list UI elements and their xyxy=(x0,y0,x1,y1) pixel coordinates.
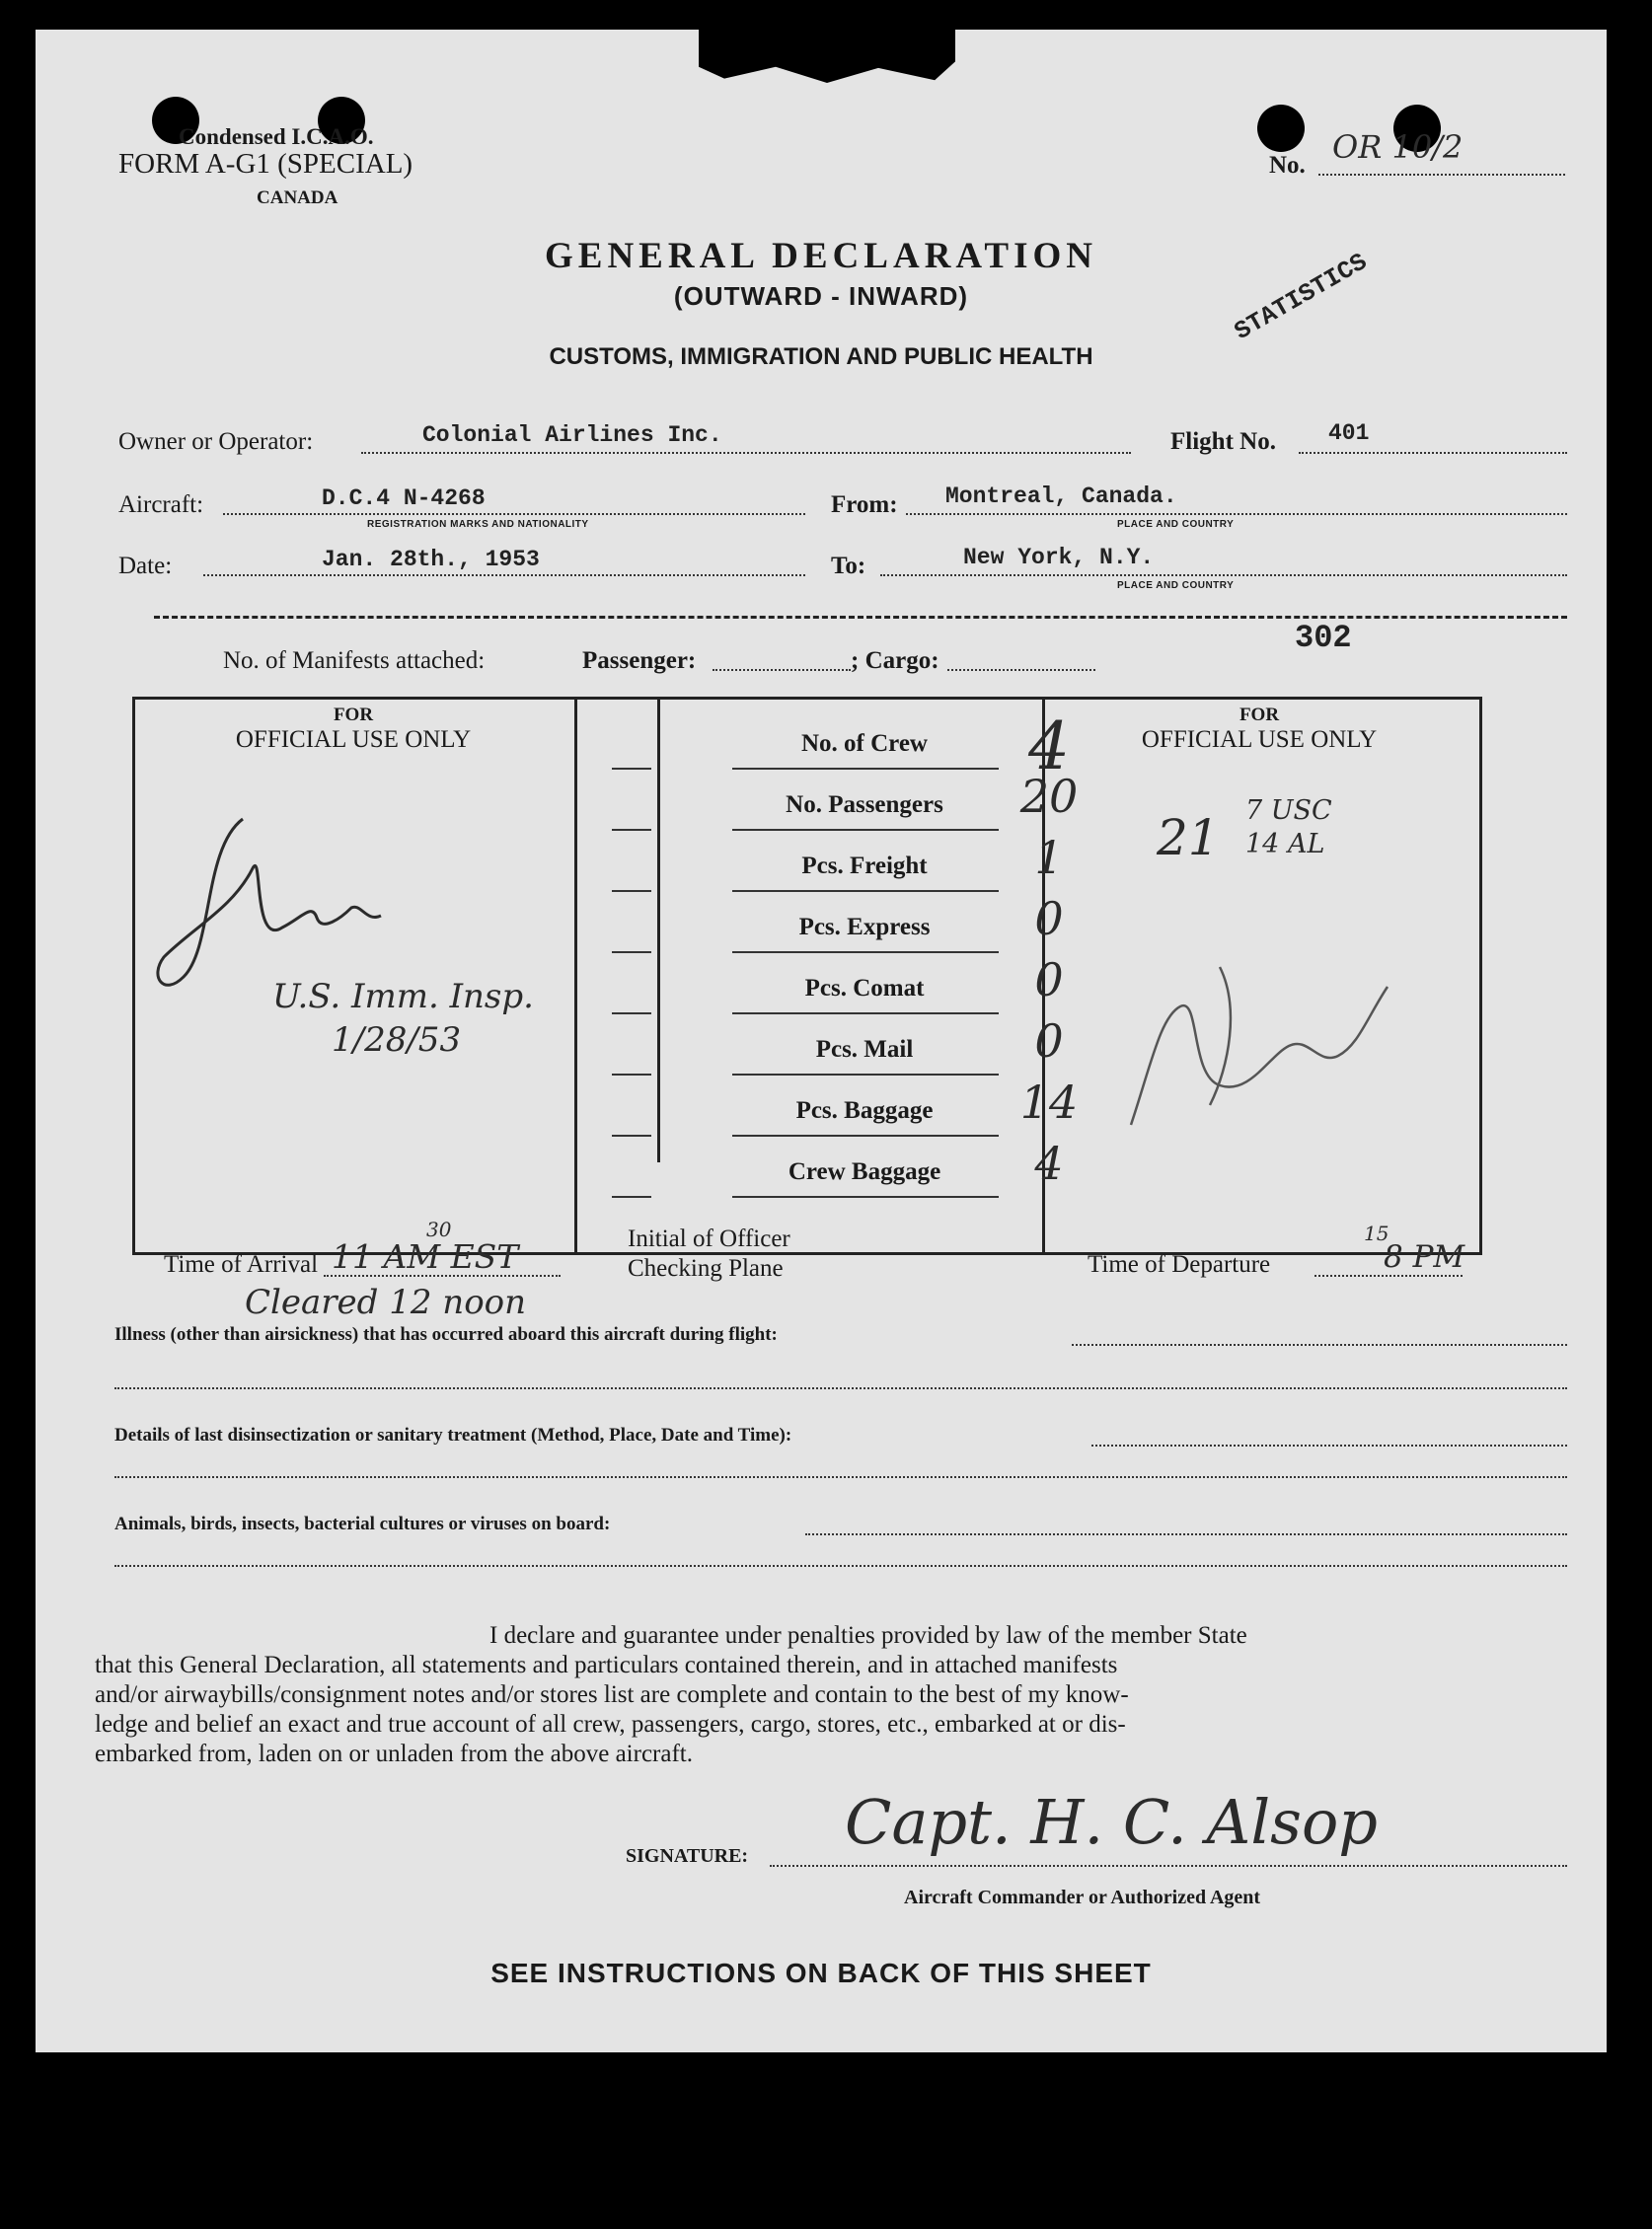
declaration-line5: embarked from, laden on or unladen from the above aircraft. xyxy=(95,1741,693,1767)
item-underline xyxy=(732,951,999,953)
to-line xyxy=(880,574,1567,576)
from-line xyxy=(906,513,1567,515)
date-line xyxy=(203,574,805,576)
passenger-count-note: 21 xyxy=(1157,809,1220,866)
date-value: Jan. 28th., 1953 xyxy=(322,547,540,572)
disinsect-line xyxy=(1091,1445,1567,1447)
form-header-line2: FORM A-G1 (SPECIAL) xyxy=(118,148,413,180)
manifests-label: No. of Manifests attached: xyxy=(223,647,486,674)
table-divider xyxy=(574,697,577,1252)
declaration-line4: ledge and belief an exact and true account of all crew, passengers, cargo, stores, etc., embarked at or dis- xyxy=(95,1711,1126,1738)
aircraft-label: Aircraft: xyxy=(118,491,204,518)
punch-hole xyxy=(1257,105,1305,152)
from-label: From: xyxy=(831,491,898,518)
item-value: 14 xyxy=(1019,1076,1079,1129)
from-value: Montreal, Canada. xyxy=(945,483,1177,509)
owner-label: Owner or Operator: xyxy=(118,428,314,455)
animals-line2 xyxy=(114,1565,1567,1567)
item-value: 0 xyxy=(1034,953,1064,1006)
inspector-note: U.S. Imm. Insp. xyxy=(272,977,534,1016)
declaration-line2: that this General Declaration, all statements and particulars contained therein, and in attached manifests xyxy=(95,1652,1118,1678)
signature-caption: Aircraft Commander or Authorized Agent xyxy=(904,1887,1261,1908)
item-underline xyxy=(732,1135,999,1137)
item-label: No. of Crew xyxy=(801,730,928,757)
illness-question: Illness (other than airsickness) that has occurred aboard this aircraft during flight: xyxy=(114,1324,778,1345)
declaration-line1: I declare and guarantee under penalties provided by law of the member State xyxy=(489,1622,1247,1649)
form-header-line3: CANADA xyxy=(257,187,338,208)
manifest-number: 302 xyxy=(1295,620,1352,656)
item-value: 0 xyxy=(1034,892,1064,945)
item-value: 20 xyxy=(1019,770,1079,823)
initial-box-line xyxy=(612,951,651,953)
item-underline xyxy=(732,1012,999,1014)
item-value: 4 xyxy=(1028,708,1070,784)
passenger-note-top: 7 USC xyxy=(1245,795,1332,826)
item-label: No. Passengers xyxy=(786,791,943,818)
flight-line xyxy=(1299,452,1567,454)
arrival-value: 11 AM EST xyxy=(332,1237,519,1276)
title-sub: (OUTWARD - INWARD) xyxy=(673,281,969,311)
initial-box-line xyxy=(612,829,651,831)
form-header-line1: Condensed I.C.A.O. xyxy=(179,124,374,149)
illness-line2 xyxy=(114,1387,1567,1389)
initial-box-line xyxy=(612,1196,651,1198)
separator xyxy=(154,616,1567,619)
cargo-manifest-label: ; Cargo: xyxy=(851,647,939,674)
left-official-heading2: OFFICIAL USE ONLY xyxy=(235,726,472,753)
to-label: To: xyxy=(831,553,866,579)
initial-box-line xyxy=(612,1074,651,1076)
arrival-label: Time of Arrival xyxy=(164,1251,319,1278)
item-label: Pcs. Baggage xyxy=(795,1097,934,1124)
aircraft-note: REGISTRATION MARKS AND NATIONALITY xyxy=(367,519,589,530)
owner-line xyxy=(361,452,1131,454)
initial-box-line xyxy=(612,1012,651,1014)
officer-label2: Checking Plane xyxy=(628,1255,784,1282)
inspector-date: 1/28/53 xyxy=(332,1020,462,1060)
item-underline xyxy=(732,1196,999,1198)
item-underline xyxy=(732,768,999,770)
item-label: Pcs. Comat xyxy=(804,975,925,1002)
passenger-manifest-label: Passenger: xyxy=(582,647,697,674)
initial-box-line xyxy=(612,1135,651,1137)
right-official-heading1: FOR xyxy=(1239,705,1280,725)
form-number-value: OR 10/2 xyxy=(1332,128,1464,166)
flight-value: 401 xyxy=(1328,420,1370,446)
item-label: Pcs. Freight xyxy=(801,853,928,879)
initial-box-line xyxy=(612,768,651,770)
cleared-note: Cleared 12 noon xyxy=(245,1283,527,1322)
form-number-label: No. xyxy=(1269,152,1306,179)
officer-label1: Initial of Officer xyxy=(628,1226,790,1252)
date-label: Date: xyxy=(118,553,173,579)
item-label: Pcs. Express xyxy=(798,914,931,940)
departure-value: 8 PM xyxy=(1384,1239,1465,1275)
footer-instructions: SEE INSTRUCTIONS ON BACK OF THIS SHEET xyxy=(490,1958,1152,1988)
aircraft-line xyxy=(223,513,805,515)
statistics-stamp: STATISTICS xyxy=(1230,247,1373,347)
item-value: 1 xyxy=(1034,831,1064,884)
item-label: Crew Baggage xyxy=(788,1158,941,1185)
to-note: PLACE AND COUNTRY xyxy=(1117,580,1235,591)
item-underline xyxy=(732,829,999,831)
departure-label: Time of Departure xyxy=(1088,1251,1271,1278)
owner-value: Colonial Airlines Inc. xyxy=(422,422,722,448)
form-number-line xyxy=(1318,174,1565,176)
table-divider xyxy=(657,697,660,1162)
right-official-heading2: OFFICIAL USE ONLY xyxy=(1141,726,1378,753)
illness-line xyxy=(1072,1344,1567,1346)
item-value: 0 xyxy=(1034,1014,1064,1068)
disinsect-line2 xyxy=(114,1476,1567,1478)
item-label: Pcs. Mail xyxy=(815,1036,914,1063)
item-underline xyxy=(732,890,999,892)
initial-box-line xyxy=(612,890,651,892)
item-value: 4 xyxy=(1034,1137,1064,1190)
title: GENERAL DECLARATION xyxy=(545,236,1097,276)
declaration-line3: and/or airwaybills/consignment notes and/or stores list are complete and contain to the best of my know- xyxy=(95,1681,1129,1708)
aircraft-value: D.C.4 N-4268 xyxy=(322,485,486,511)
commander-signature: Capt. H. C. Alsop xyxy=(845,1786,1378,1858)
officer-signature xyxy=(1111,947,1427,1145)
animals-question: Animals, birds, insects, bacterial cultures or viruses on board: xyxy=(114,1514,611,1534)
passenger-manifest-line xyxy=(713,669,851,671)
animals-line xyxy=(805,1533,1567,1535)
arrival-sup: 30 xyxy=(426,1218,452,1241)
flight-label: Flight No. xyxy=(1170,428,1276,455)
cargo-manifest-line xyxy=(947,669,1095,671)
passenger-note-bottom: 14 AL xyxy=(1245,829,1325,859)
disinsect-question: Details of last disinsectization or sanitary treatment (Method, Place, Date and Time): xyxy=(114,1425,792,1446)
subtitle: CUSTOMS, IMMIGRATION AND PUBLIC HEALTH xyxy=(549,343,1093,370)
left-official-heading1: FOR xyxy=(333,705,374,725)
to-value: New York, N.Y. xyxy=(963,545,1155,570)
signature-label: SIGNATURE: xyxy=(626,1845,749,1867)
from-note: PLACE AND COUNTRY xyxy=(1117,519,1235,530)
torn-tab xyxy=(699,30,955,83)
item-underline xyxy=(732,1074,999,1076)
departure-sup: 15 xyxy=(1364,1222,1389,1245)
signature-line xyxy=(770,1865,1567,1867)
departure-line xyxy=(1314,1275,1463,1277)
declaration-form xyxy=(36,30,1607,2052)
